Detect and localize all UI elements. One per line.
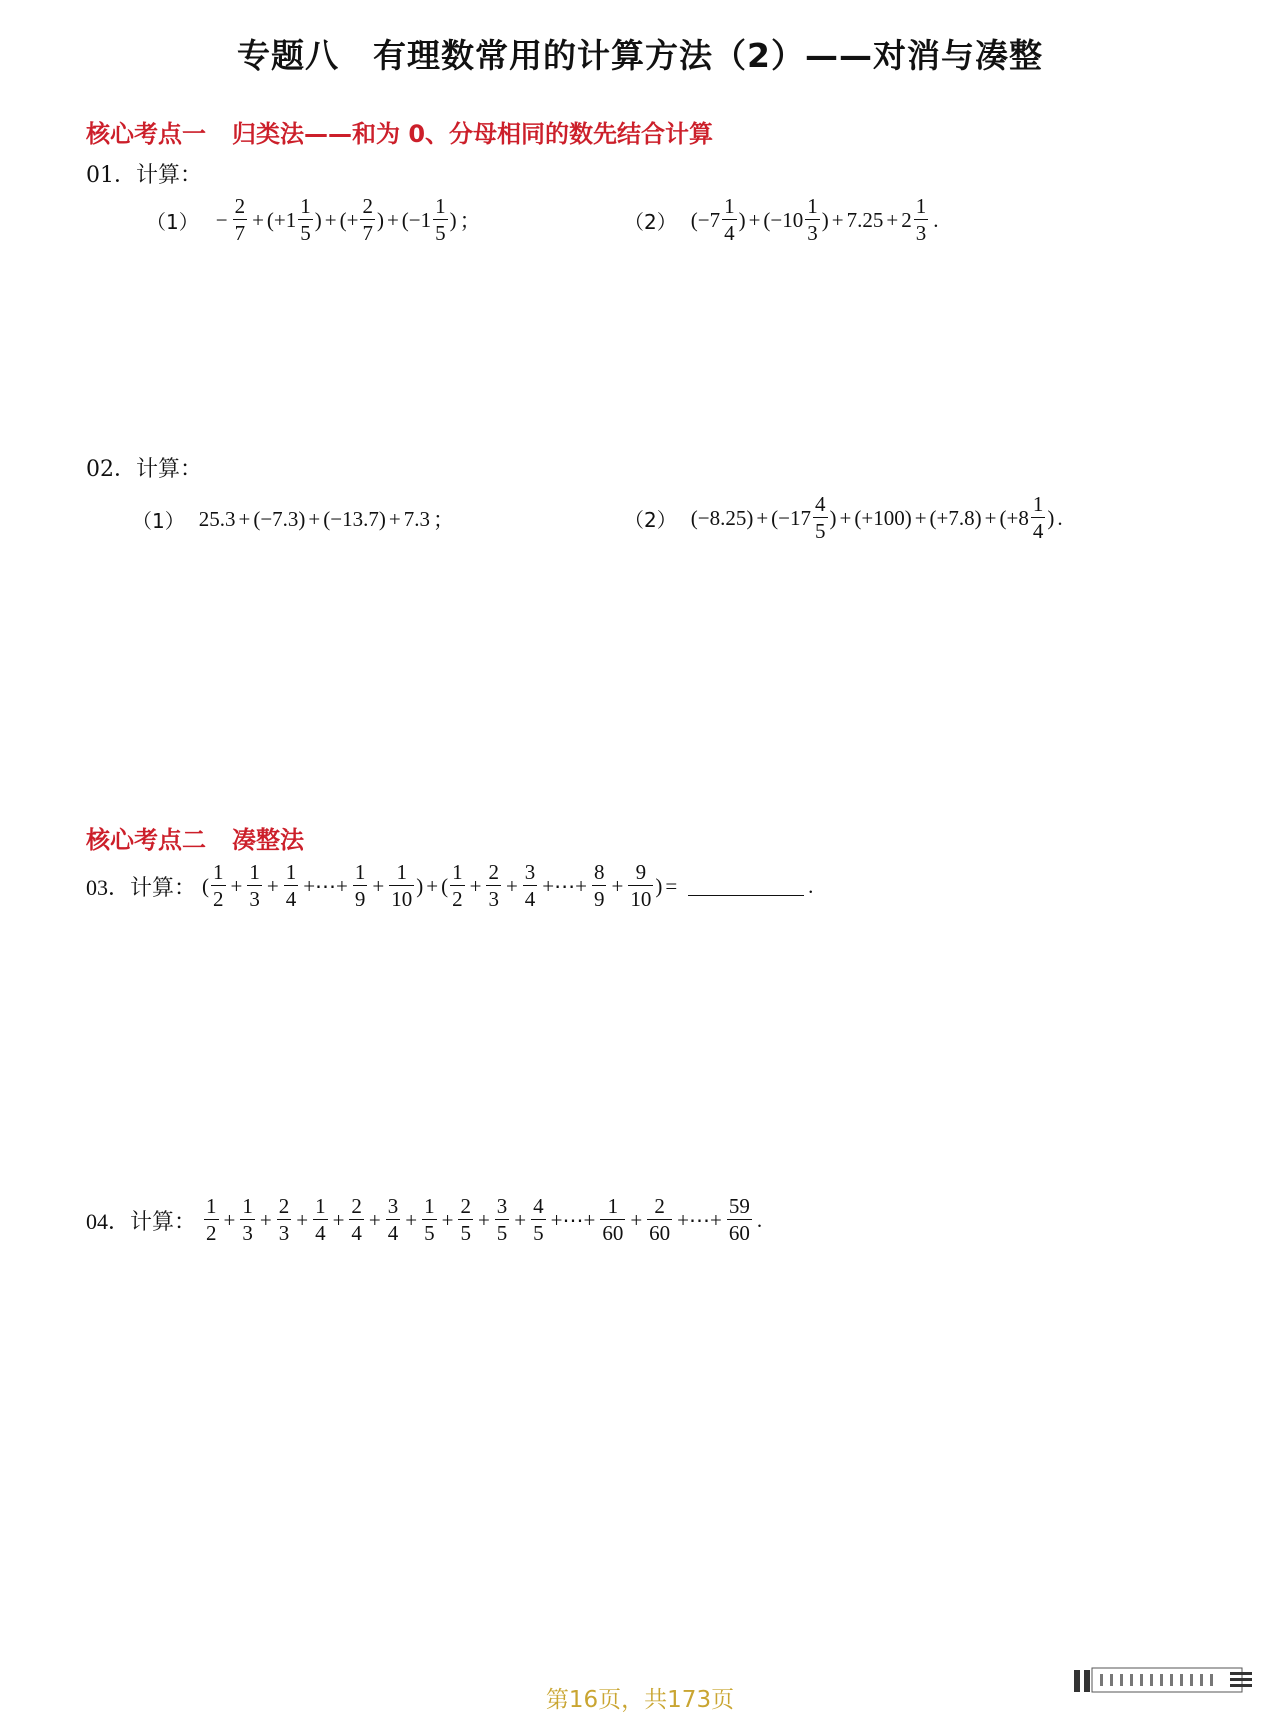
section-2-text: 凑整法 [232,826,304,854]
answer-blank[interactable] [688,877,804,896]
fraction: $\frac{3}{4}$ [387,1194,399,1245]
page-title [0,30,1280,77]
fraction: $\frac{4}{5}$ [533,1194,544,1245]
fraction: $\frac{1}{4}$ [1032,492,1044,543]
fraction: $\frac{1}{3}$ [249,860,260,911]
fraction: $\frac{2}{3}$ [488,860,499,911]
fraction: $\frac{3}{5}$ [496,1194,508,1245]
question-01-part-1: （1） − $\frac{2}{7}$ + (+1 $\frac{1}{5}$ ) + (+ $\frac{2}{7}$ ) + (−1 $\frac{1}{5}$ ) ； [146,194,481,245]
question-04: 04．计算： $\frac{1}{2}$ + $\frac{1}{3}$ + $\frac{2}{3}$ + $\frac{1}{4}$ + $\frac{2}{4}$ + $\frac{3}{4}$ + $\frac{1}{5}$ + $\frac{2}{5}$ + $\frac{3}{5}$ + $\frac{4}{5}$ +⋯+ $\frac{1}{60}$ + $\frac{2}{60}$ +⋯+ $\frac{59}{60}$ . [86,1194,763,1245]
question-03-label: 计算： [130,875,197,901]
fraction: $\frac{2}{5}$ [460,1194,471,1245]
fraction: $\frac{2}{7}$ [362,194,373,245]
fraction: $\frac{1}{5}$ [300,194,311,245]
fraction: $\frac{8}{9}$ [593,860,605,911]
fraction: $\frac{1}{3}$ [915,194,927,245]
section-heading-2 [86,820,304,855]
question-02-part-2: （2） (−8.25) + (−17 $\frac{4}{5}$ ) + (+100) + (+7.8) + (+8 $\frac{1}{4}$ ) . [624,492,1063,543]
fraction: $\frac{1}{10}$ [391,860,413,911]
fraction: $\frac{1}{4}$ [285,860,297,911]
question-03-number: 03． [86,874,131,900]
fraction: $\frac{1}{4}$ [724,194,735,245]
fraction: $\frac{1}{9}$ [354,860,366,911]
question-04-number: 04． [86,1208,131,1234]
fraction: $\frac{3}{4}$ [524,860,536,911]
section-1-label: 核心考点一 [86,120,206,148]
fraction: $\frac{59}{60}$ [728,1194,750,1245]
section-heading-1 [86,114,713,149]
question-02-number: 02． [86,457,136,482]
part-label: （1） [146,209,199,234]
fraction: $\frac{1}{5}$ [424,1194,435,1245]
fraction: $\frac{1}{2}$ [213,860,224,911]
fraction: $\frac{2}{4}$ [351,1194,362,1245]
fraction: $\frac{1}{2}$ [206,1194,217,1245]
fraction: $\frac{4}{5}$ [815,492,826,543]
watermark-logo-icon [1070,1660,1260,1696]
title-main: 有理数常用的计算方法（2）——对消与凑整 [373,36,1043,75]
fraction: $\frac{1}{4}$ [315,1194,326,1245]
fraction: $\frac{1}{3}$ [807,194,818,245]
fraction: $\frac{1}{3}$ [242,1194,253,1245]
question-02-heading [86,452,202,483]
fraction: $\frac{2}{60}$ [649,1194,671,1245]
question-01-heading [86,158,202,189]
question-02-label: 计算： [136,457,203,482]
fraction: $\frac{2}{3}$ [278,1194,290,1245]
question-04-label: 计算： [130,1209,197,1235]
part-label: （2） [624,209,677,234]
part-label: （1） [132,508,185,533]
fraction: $\frac{1}{5}$ [435,194,446,245]
question-02-part-1: （1） 25.3 + (−7.3) + (−13.7) + 7.3 ； [132,506,454,533]
section-2-label: 核心考点二 [86,826,206,854]
page-counter: 第16页，共173页 [545,1687,735,1713]
fraction: $\frac{1}{60}$ [602,1194,624,1245]
fraction: $\frac{1}{2}$ [452,860,463,911]
question-01-label: 计算： [136,163,203,188]
question-01-number: 01． [86,163,136,188]
question-03: 03．计算： ( $\frac{1}{2}$ + $\frac{1}{3}$ + $\frac{1}{4}$ +⋯+ $\frac{1}{9}$ + $\frac{1}{10}$ ) + ( $\frac{1}{2}$ + $\frac{2}{3}$ + $\frac{3}{4}$ +⋯+ $\frac{8}{9}$ + $\frac{9}{10}$ ) = . [86,860,814,911]
fraction: $\frac{2}{7}$ [234,194,246,245]
part-label: （2） [624,507,677,532]
fraction: $\frac{9}{10}$ [630,860,652,911]
title-topic: 专题八 [237,36,340,75]
section-1-text: 归类法——和为 0、分母相同的数先结合计算 [232,120,714,148]
question-01-part-2: （2） (−7 $\frac{1}{4}$ ) + (−10 $\frac{1}{3}$ ) + 7.25 + 2 $\frac{1}{3}$ . [624,194,939,245]
